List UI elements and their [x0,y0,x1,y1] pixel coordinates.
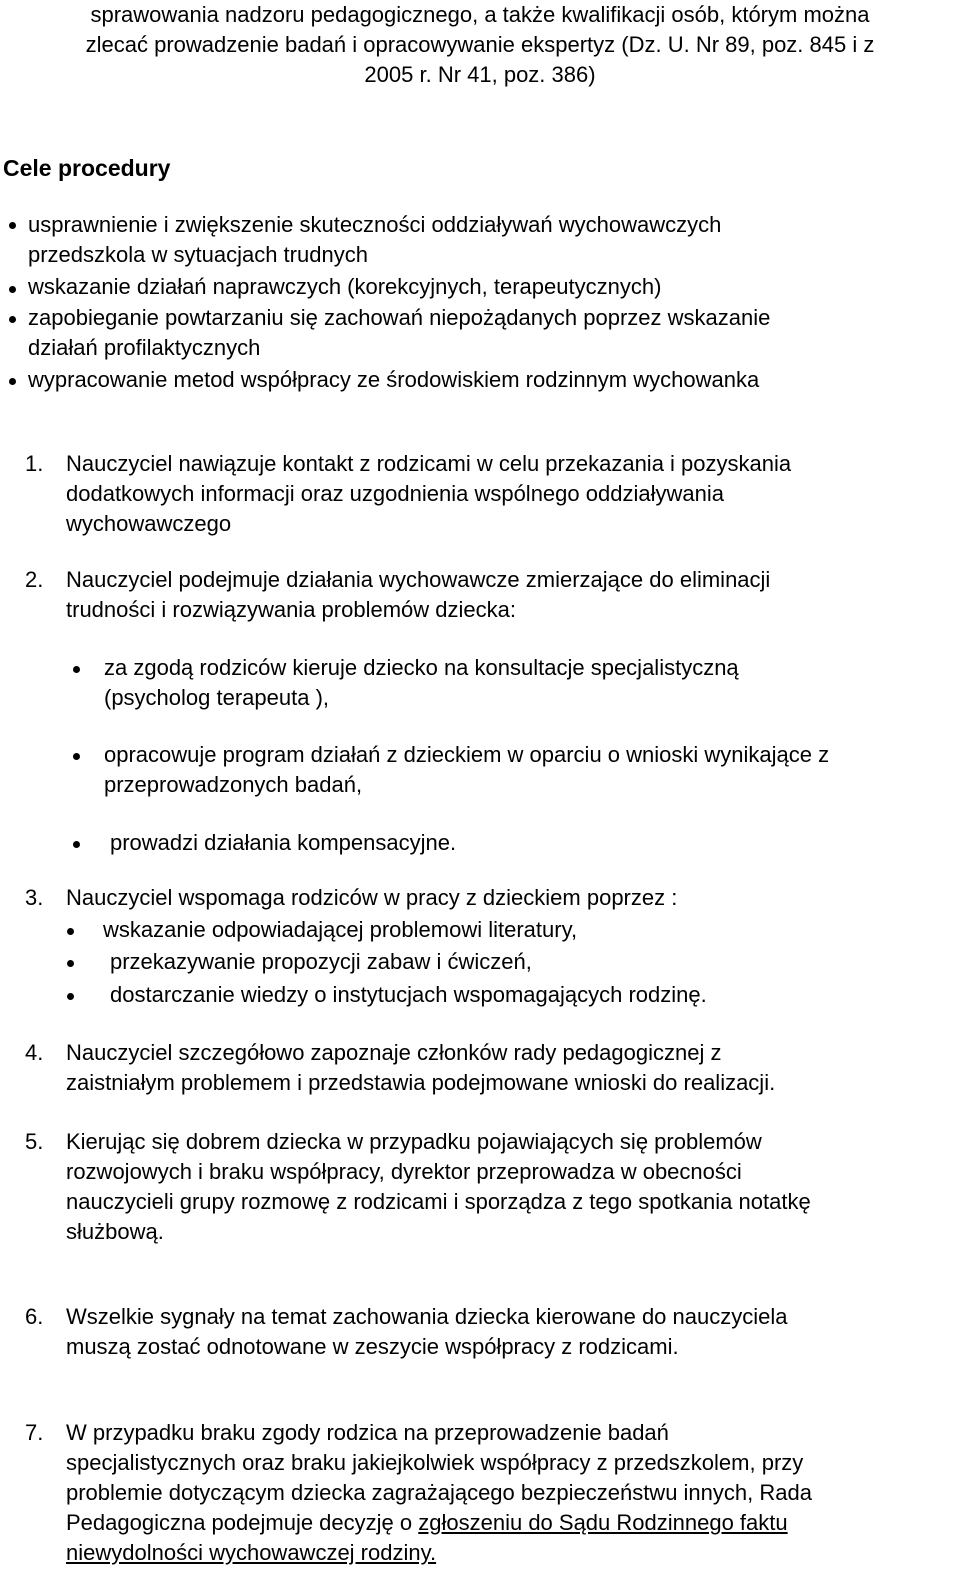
intro-line-3: 2005 r. Nr 41, poz. 386) [364,62,596,87]
bullet-icon [9,286,16,293]
underlined-text: niewydolności wychowawczej rodziny. [66,1540,437,1565]
sub-item-line: prowadzi działania kompensacyjne. [110,830,457,855]
bullet-icon [73,753,80,760]
step-number: 5. [25,1129,44,1154]
bullet-icon [67,960,74,967]
step-number: 4. [25,1040,44,1065]
sub-item-line: przekazywanie propozycji zabaw i ćwiczeń, [110,949,532,974]
step-line: Nauczyciel szczegółowo zapoznaje członków rady pedagogicznej z [66,1040,722,1065]
step-line: rozwojowych i braku współpracy, dyrektor przeprowadza w obecności [66,1159,742,1184]
goal-item-3-line-2: działań profilaktycznych [28,335,261,360]
sub-item-line: (psycholog terapeuta ), [104,685,330,710]
step-line: problemie dotyczącym dziecka zagrażającego bezpieczeństwu innych, Rada [66,1480,812,1505]
step-number: 7. [25,1420,44,1445]
bullet-icon [73,841,80,848]
step-line: W przypadku braku zgody rodzica na przeprowadzenie badań [66,1420,669,1445]
step-line: Kierując się dobrem dziecka w przypadku pojawiających się problemów [66,1129,762,1154]
step-line: Nauczyciel podejmuje działania wychowawcze zmierzające do eliminacji [66,567,771,592]
step-line: zaistniałym problemem i przedstawia podejmowane wnioski do realizacji. [66,1070,776,1095]
step-line: nauczycieli grupy rozmowę z rodzicami i sporządza z tego spotkania notatkę [66,1189,811,1214]
step-line: Nauczyciel wspomaga rodziców w pracy z dzieckiem poprzez : [66,885,678,910]
step-number: 6. [25,1304,44,1329]
bullet-icon [9,378,16,385]
underlined-text: zgłoszeniu do Sądu Rodzinnego faktu [418,1510,788,1535]
step-line: dodatkowych informacji oraz uzgodnienia wspólnego oddziaływania [66,481,724,506]
sub-item-line: za zgodą rodziców kieruje dziecko na konsultacje specjalistyczną [104,655,739,680]
goal-item-1-line-1: usprawnienie i zwiększenie skuteczności oddziaływań wychowawczych [28,212,722,237]
step-line: służbową. [66,1219,164,1244]
sub-item-line: przeprowadzonych badań, [104,772,363,797]
sub-item-line: dostarczanie wiedzy o instytucjach wspomagających rodzinę. [110,982,707,1007]
step-line: wychowawczego [66,511,232,536]
step-line: trudności i rozwiązywania problemów dziecka: [66,597,516,622]
goal-item-4: wypracowanie metod współpracy ze środowiskiem rodzinnym wychowanka [28,367,760,392]
goal-item-3-line-1: zapobieganie powtarzaniu się zachowań niepożądanych poprzez wskazanie [28,305,771,330]
step-line: muszą zostać odnotowane w zeszycie współpracy z rodzicami. [66,1334,679,1359]
step-number: 3. [25,885,44,910]
bullet-icon [9,316,16,323]
step-number: 2. [25,567,44,592]
step-line: specjalistycznych oraz braku jakiejkolwiek współpracy z przedszkolem, przy [66,1450,804,1475]
sub-item-line: opracowuje program działań z dzieckiem w oparciu o wnioski wynikające z [104,742,830,767]
step-text: Pedagogiczna podejmuje decyzję o [66,1510,419,1535]
intro-line-1: sprawowania nadzoru pedagogicznego, a także kwalifikacji osób, którym można [90,2,870,27]
step-line: Nauczyciel nawiązuje kontakt z rodzicami w celu przekazania i pozyskania [66,451,792,476]
bullet-icon [67,928,74,935]
bullet-icon [9,222,16,229]
step-line [66,1508,788,1538]
intro-line-2: zlecać prowadzenie badań i opracowywanie ekspertyz (Dz. U. Nr 89, poz. 845 i z [85,32,875,57]
bullet-icon [73,666,80,673]
section-heading: Cele procedury [3,155,171,181]
step-line: Wszelkie sygnały na temat zachowania dziecka kierowane do nauczyciela [66,1304,788,1329]
goal-item-2: wskazanie działań naprawczych (korekcyjnych, terapeutycznych) [28,274,662,299]
sub-item-line: wskazanie odpowiadającej problemowi literatury, [103,917,578,942]
bullet-icon [67,993,74,1000]
step-number: 1. [25,451,44,476]
goal-item-1-line-2: przedszkola w sytuacjach trudnych [28,242,368,267]
